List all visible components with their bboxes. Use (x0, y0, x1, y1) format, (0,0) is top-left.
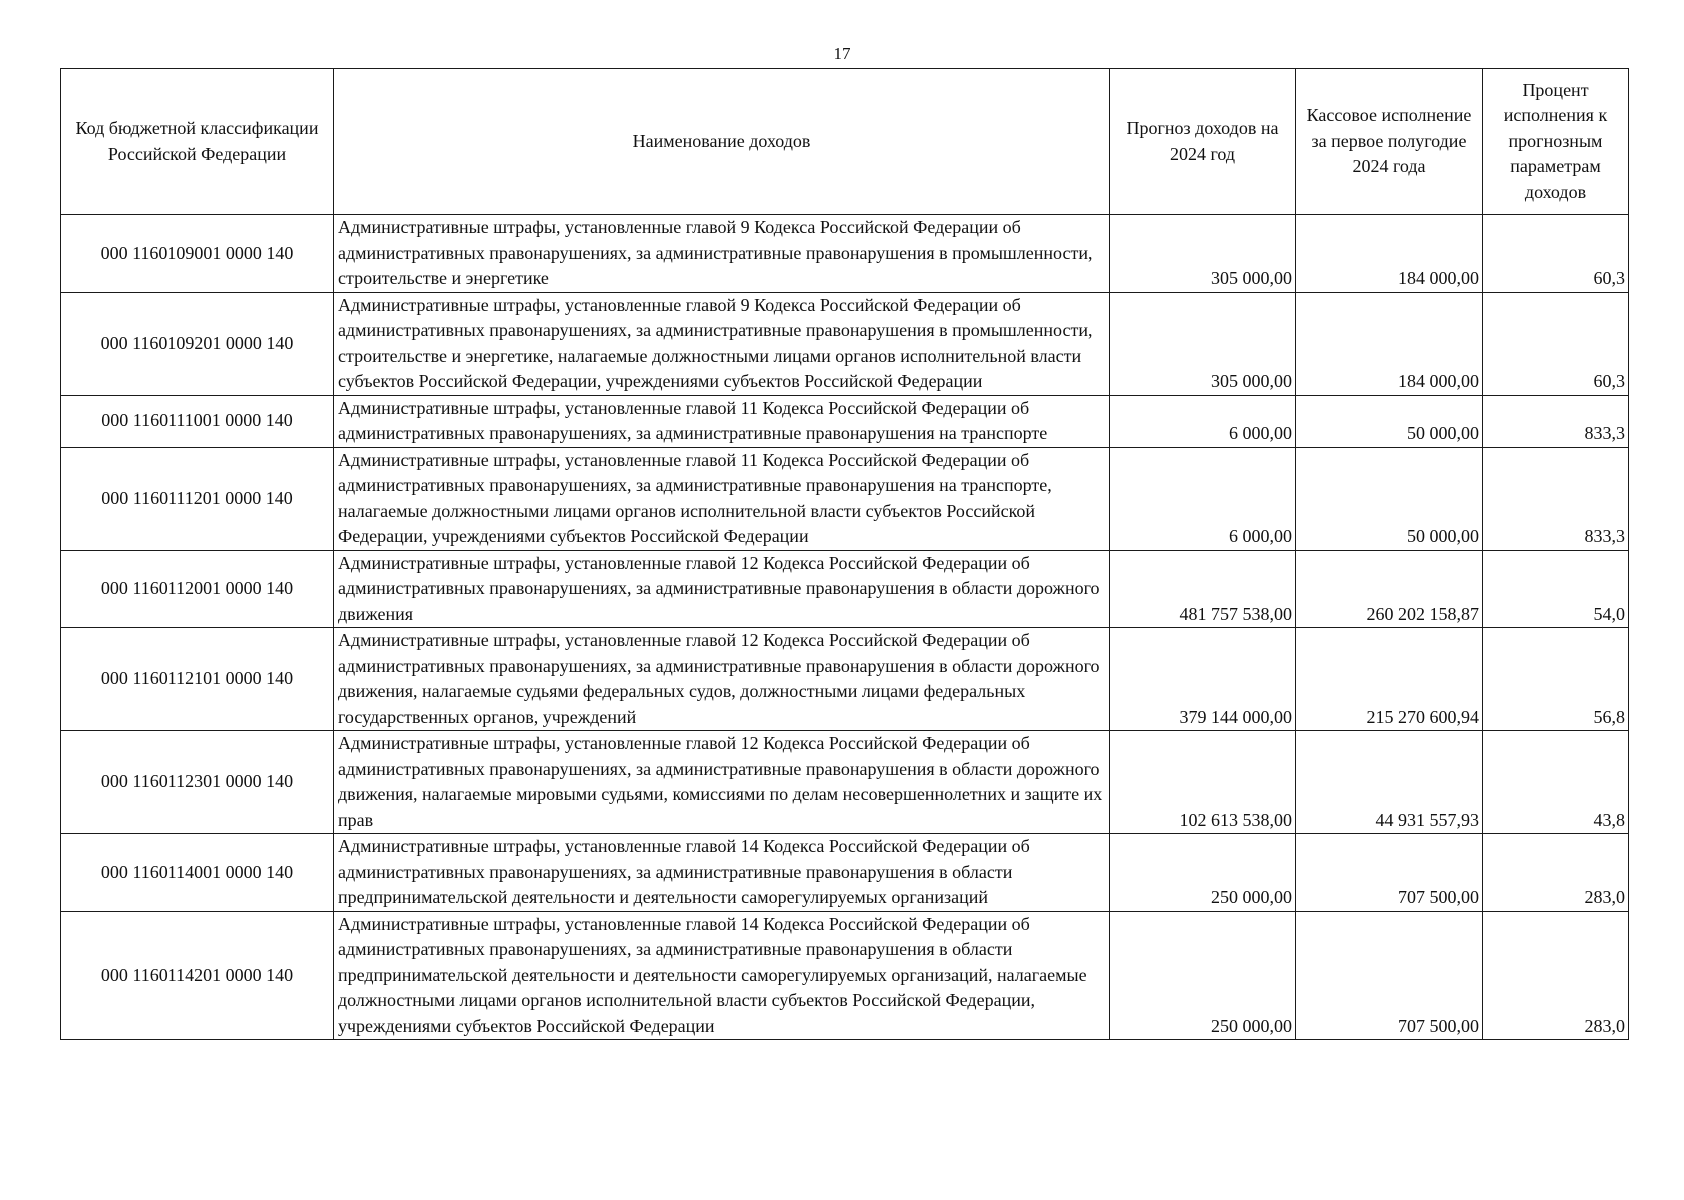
row-code: 000 1160114201 0000 140 (61, 911, 334, 1040)
row-code: 000 1160114001 0000 140 (61, 834, 334, 912)
table-row (61, 292, 1629, 395)
row-percent: 283,0 (1483, 834, 1629, 912)
row-forecast: 481 757 538,00 (1110, 550, 1296, 628)
table-row (61, 395, 1629, 447)
row-name: Административные штрафы, установленные главой 14 Кодекса Российской Федерации об административных правонарушениях, за административные правонарушения в области предпринимательской деятельности и деятельности саморегулируемых организаций, налагаемые должностными лицами органов исполнительной власти субъектов Российской Федерации, учреждениями субъектов Российской Федерации (334, 911, 1110, 1040)
row-execution: 707 500,00 (1296, 834, 1483, 912)
row-percent: 60,3 (1483, 215, 1629, 293)
row-forecast: 102 613 538,00 (1110, 731, 1296, 834)
header-forecast: Прогноз доходов на 2024 год (1110, 69, 1296, 215)
row-forecast: 305 000,00 (1110, 292, 1296, 395)
row-execution: 707 500,00 (1296, 911, 1483, 1040)
revenue-table (60, 68, 1629, 1040)
page-number: 17 (833, 44, 851, 63)
row-percent: 833,3 (1483, 447, 1629, 550)
header-code: Код бюджетной классификации Российской Федерации (61, 69, 334, 215)
row-forecast: 250 000,00 (1110, 834, 1296, 912)
header-name: Наименование доходов (334, 69, 1110, 215)
row-execution: 44 931 557,93 (1296, 731, 1483, 834)
table-row (61, 628, 1629, 731)
row-code: 000 1160109201 0000 140 (61, 292, 334, 395)
header-execution: Кассовое исполнение за первое полугодие 2024 года (1296, 69, 1483, 215)
row-name: Административные штрафы, установленные главой 14 Кодекса Российской Федерации об административных правонарушениях, за административные правонарушения в области предпринимательской деятельности и деятельности саморегулируемых организаций (334, 834, 1110, 912)
row-percent: 283,0 (1483, 911, 1629, 1040)
row-name: Административные штрафы, установленные главой 12 Кодекса Российской Федерации об административных правонарушениях, за административные правонарушения в области дорожного движения, налагаемые судьями федеральных судов, должностными лицами федеральных государственных органов, учреждений (334, 628, 1110, 731)
row-code: 000 1160112101 0000 140 (61, 628, 334, 731)
row-name: Административные штрафы, установленные главой 12 Кодекса Российской Федерации об административных правонарушениях, за административные правонарушения в области дорожного движения, налагаемые мировыми судьями, комиссиями по делам несовершеннолетних и защите их прав (334, 731, 1110, 834)
row-forecast: 6 000,00 (1110, 395, 1296, 447)
table-row (61, 834, 1629, 912)
table-row (61, 911, 1629, 1040)
row-name: Административные штрафы, установленные главой 9 Кодекса Российской Федерации об административных правонарушениях, за административные правонарушения в промышленности, строительстве и энергетике, налагаемые должностными лицами органов исполнительной власти субъектов Российской Федерации, учреждениями субъектов Российской Федерации (334, 292, 1110, 395)
row-code: 000 1160112001 0000 140 (61, 550, 334, 628)
row-percent: 56,8 (1483, 628, 1629, 731)
row-code: 000 1160109001 0000 140 (61, 215, 334, 293)
row-forecast: 379 144 000,00 (1110, 628, 1296, 731)
row-percent: 833,3 (1483, 395, 1629, 447)
header-percent: Процент исполнения к прогнозным параметрам доходов (1483, 69, 1629, 215)
table-row (61, 447, 1629, 550)
table-row (61, 731, 1629, 834)
row-execution: 184 000,00 (1296, 292, 1483, 395)
row-forecast: 250 000,00 (1110, 911, 1296, 1040)
row-percent: 54,0 (1483, 550, 1629, 628)
row-code: 000 1160111001 0000 140 (61, 395, 334, 447)
row-execution: 184 000,00 (1296, 215, 1483, 293)
row-percent: 43,8 (1483, 731, 1629, 834)
row-execution: 260 202 158,87 (1296, 550, 1483, 628)
row-name: Административные штрафы, установленные главой 11 Кодекса Российской Федерации об административных правонарушениях, за административные правонарушения на транспорте, налагаемые должностными лицами органов исполнительной власти субъектов Российской Федерации, учреждениями субъектов Российской Федерации (334, 447, 1110, 550)
row-code: 000 1160111201 0000 140 (61, 447, 334, 550)
row-execution: 215 270 600,94 (1296, 628, 1483, 731)
table-row (61, 550, 1629, 628)
row-forecast: 6 000,00 (1110, 447, 1296, 550)
row-percent: 60,3 (1483, 292, 1629, 395)
row-forecast: 305 000,00 (1110, 215, 1296, 293)
row-name: Административные штрафы, установленные главой 9 Кодекса Российской Федерации об административных правонарушениях, за административные правонарушения в промышленности, строительстве и энергетике (334, 215, 1110, 293)
table-header-row (61, 69, 1629, 215)
row-code: 000 1160112301 0000 140 (61, 731, 334, 834)
row-name: Административные штрафы, установленные главой 11 Кодекса Российской Федерации об административных правонарушениях, за административные правонарушения на транспорте (334, 395, 1110, 447)
table-row (61, 215, 1629, 293)
row-name: Административные штрафы, установленные главой 12 Кодекса Российской Федерации об административных правонарушениях, за административные правонарушения в области дорожного движения (334, 550, 1110, 628)
row-execution: 50 000,00 (1296, 447, 1483, 550)
row-execution: 50 000,00 (1296, 395, 1483, 447)
